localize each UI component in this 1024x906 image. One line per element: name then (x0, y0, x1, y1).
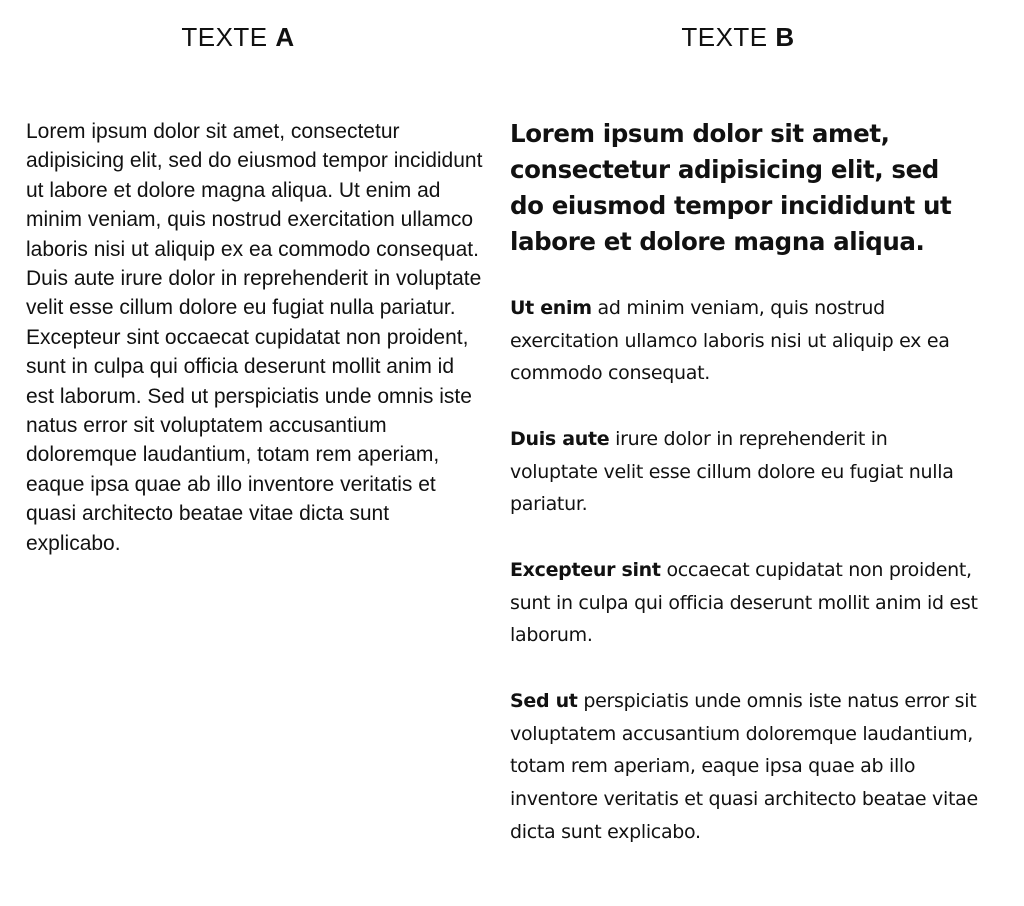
text-a-title-letter: A (275, 22, 295, 52)
text-b-paragraph (510, 554, 980, 652)
text-b-title-prefix: TEXTE (681, 22, 768, 52)
text-b-paragraph-keyword: Sed ut (510, 690, 578, 712)
text-b-paragraph-keyword: Ut enim (510, 297, 592, 319)
text-b-paragraph-text: occaecat cupidatat non proident, sunt in culpa qui officia deserunt mollit anim id est laborum. (510, 559, 978, 647)
text-b-paragraph (510, 292, 980, 390)
text-b-paragraph-text: perspiciatis unde omnis iste natus error sit voluptatem accusantium doloremque laudantium, totam rem aperiam, eaque ipsa quae ab illo inventore veritatis et quasi architecto beatae vitae dicta sunt explicabo. (510, 690, 978, 843)
text-b-paragraph-text: irure dolor in reprehenderit in voluptate velit esse cillum dolore eu fugiat nulla pariatur. (510, 428, 954, 516)
text-b-paragraph-keyword: Duis aute (510, 428, 610, 450)
text-a-body: Lorem ipsum dolor sit amet, consectetur adipisicing elit, sed do eiusmod tempor incididunt ut labore et dolore magna aliqua. Ut enim ad minim veniam, quis nostrud exercitation ullamco laboris nisi ut aliquip ex ea commodo consequat. Duis aute irure dolor in reprehenderit in voluptate velit esse cillum dolore eu fugiat nulla pariatur. Excepteur sint occaecat cupidatat non proident, sunt in culpa qui officia deserunt mollit anim id est laborum. Sed ut perspiciatis unde omnis iste natus error sit voluptatem accusantium doloremque laudantium, totam rem aperiam, eaque ipsa quae ab illo inventore veritatis et quasi architecto beatae vitae dicta sunt explicabo. (26, 120, 483, 555)
text-b-paragraph-text: ad minim veniam, quis nostrud exercitation ullamco laboris nisi ut aliquip ex ea commodo consequat. (510, 297, 950, 385)
text-a-title (38, 20, 438, 54)
text-b-paragraph-keyword: Excepteur sint (510, 559, 661, 581)
text-b-title-letter: B (775, 22, 795, 52)
text-b-title (538, 20, 938, 54)
text-b-paragraph (510, 685, 980, 849)
text-b-paragraph (510, 423, 980, 521)
text-a-title-prefix: TEXTE (181, 22, 268, 52)
text-b-lead: Lorem ipsum dolor sit amet, consectetur adipisicing elit, sed do eiusmod tempor incididunt ut labore et dolore magna aliqua. (510, 119, 952, 256)
